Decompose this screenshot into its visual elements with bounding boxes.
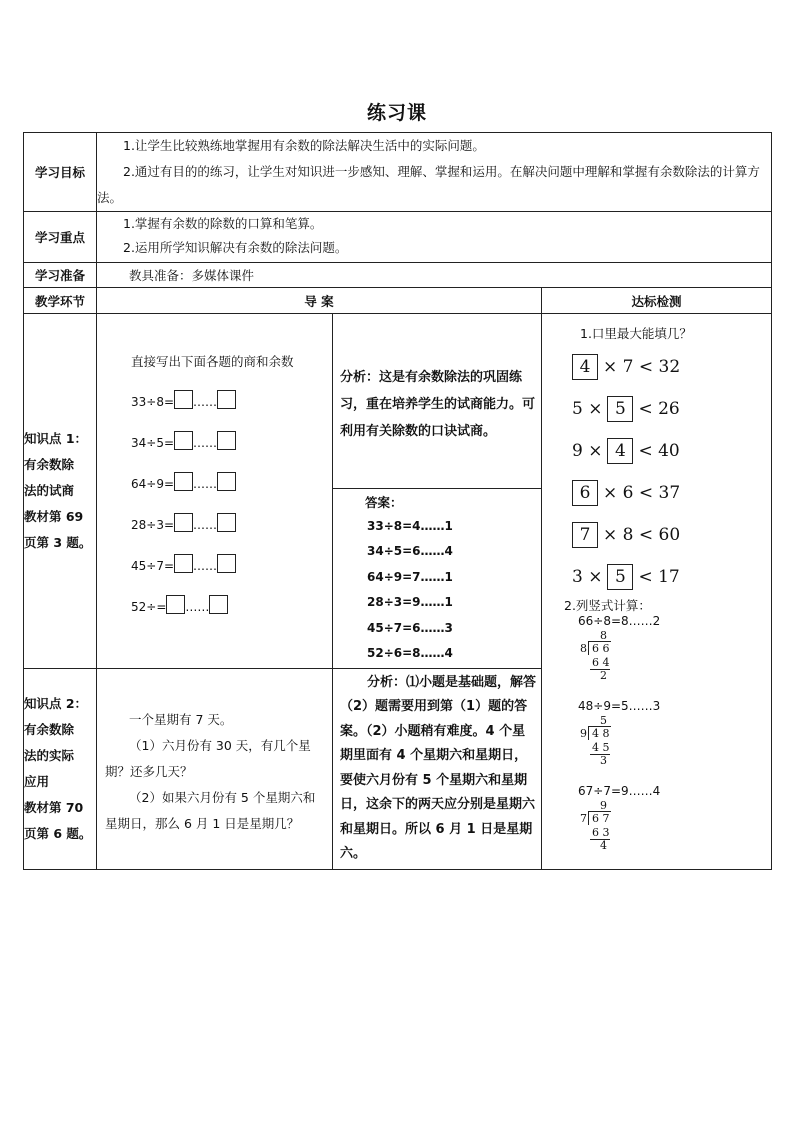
answer-box[interactable]: 4 (607, 438, 633, 464)
inequality-suffix: < 26 (638, 399, 680, 419)
answer-box[interactable]: 4 (572, 354, 598, 380)
k2-label-line: 知识点 2： (24, 695, 88, 711)
exercise-text: 52÷= (131, 600, 167, 614)
dots: …… (185, 600, 210, 614)
page-title: 练习课 (366, 102, 427, 124)
calc-remainder: 2 (600, 669, 607, 682)
calc-divisor: 9 (580, 727, 587, 740)
focus-line-2: 2.运用所学知识解决有余数的除法问题。 (123, 240, 348, 255)
k1-label-line: 法的试商 (24, 482, 75, 498)
prep-label: 学习准备 (24, 263, 97, 288)
focus-content (97, 212, 772, 263)
inequality-row (572, 388, 771, 430)
inequality-list (572, 346, 771, 598)
calc-bracket-arc (588, 641, 589, 655)
k1-exercises (97, 314, 333, 669)
focus-line-1: 1.掌握有余数的除数的口算和笔算。 (123, 216, 323, 231)
goal-line-1: 1.让学生比较熟练地掌握用有余数的除法解决生活中的实际问题。 (123, 138, 485, 153)
inequality-row (572, 346, 771, 388)
quotient-blank[interactable] (174, 554, 193, 573)
inequality-suffix: × 6 < 37 (603, 483, 681, 503)
inequality-prefix: 5 × (572, 399, 603, 419)
k1-label-line: 教材第 69 (24, 508, 84, 524)
answer-line: 34÷5=6……4 (367, 544, 453, 559)
calc-remainder: 4 (600, 839, 607, 852)
calc-quotient: 8 (600, 629, 607, 642)
answer-box[interactable]: 5 (607, 396, 633, 422)
check-column (542, 314, 772, 870)
calc-dividend: 6 7 (592, 812, 610, 825)
answer-box[interactable]: 6 (572, 480, 598, 506)
goals-content (97, 133, 772, 212)
remainder-blank[interactable] (217, 554, 236, 573)
header-stage: 教学环节 (24, 288, 97, 314)
exercise-row (131, 554, 332, 574)
quotient-blank[interactable] (174, 390, 193, 409)
answer-box[interactable]: 5 (607, 564, 633, 590)
inequality-suffix: × 8 < 60 (603, 525, 681, 545)
calc-bracket-arc (588, 726, 589, 740)
calc-divisor: 7 (580, 812, 587, 825)
quotient-blank[interactable] (166, 595, 185, 614)
vertical-calc (572, 699, 771, 784)
vertical-calc (572, 784, 771, 869)
k2-problem-line: （2）如果六月份有 5 个星期六和星期日，那么 6 月 1 日是星期几？ (105, 789, 316, 831)
inequality-prefix: 9 × (572, 441, 603, 461)
calc-equation: 67÷7=9……4 (578, 784, 661, 798)
quotient-blank[interactable] (174, 431, 193, 450)
k2-label (24, 668, 97, 869)
vertical-calc-list (572, 614, 771, 869)
answer-line: 45÷7=6……3 (367, 620, 453, 635)
vertical-calc (572, 614, 771, 699)
calc-dividend: 6 6 (592, 642, 610, 655)
check-q1: 1.口里最大能填几？ (580, 326, 692, 341)
answer-line: 64÷9=7……1 (367, 569, 453, 584)
k1-label-line: 有余数除 (24, 456, 75, 472)
check-q2: 2.列竖式计算： (564, 598, 651, 613)
exercise-row (131, 513, 332, 533)
dots: …… (193, 559, 218, 573)
calc-equation: 66÷8=8……2 (578, 614, 661, 628)
k2-analysis: 分析：⑴小题是基础题，解答（2）题需要用到第（1）题的答案。（2）小题稍有难度。4 个星期里面有 4 个星期六和星期日，要使六月份有 5 个星期六和星期日，这余下的两天应分别是星期六和星期日。所以 6 月 1 日是星期六。 (333, 668, 542, 869)
k2-label-line: 教材第 70 (24, 799, 84, 815)
inequality-suffix: < 17 (638, 567, 680, 587)
dots: …… (193, 436, 218, 450)
inequality-prefix: 3 × (572, 567, 603, 587)
quotient-blank[interactable] (174, 472, 193, 491)
goals-label: 学习目标 (24, 133, 97, 212)
inequality-row (572, 556, 771, 598)
calc-product: 4 5 (592, 741, 610, 754)
dots: …… (193, 477, 218, 491)
k1-label-line: 页第 3 题。 (24, 534, 92, 550)
exercise-text: 45÷7= (131, 559, 175, 573)
remainder-blank[interactable] (217, 472, 236, 491)
quotient-blank[interactable] (174, 513, 193, 532)
remainder-blank[interactable] (217, 513, 236, 532)
k2-problem-line: 一个星期有 7 天。 (129, 711, 233, 727)
goal-line-2: 2.通过有目的的练习，让学生对知识进一步感知、理解、掌握和运用。在解决问题中理解和掌握有余数除法的计算方法。 (97, 164, 760, 205)
calc-quotient: 5 (600, 714, 607, 727)
k1-answers (333, 488, 542, 668)
inequality-row (572, 514, 771, 556)
dots: …… (193, 518, 218, 532)
k1-label (24, 314, 97, 669)
k1-instruction: 直接写出下面各题的商和余数 (131, 354, 294, 369)
answer-label: 答案： (365, 494, 403, 510)
inequality-suffix: × 7 < 32 (603, 357, 681, 377)
focus-label: 学习重点 (24, 212, 97, 263)
exercise-text: 33÷8= (131, 395, 175, 409)
answer-box[interactable]: 7 (572, 522, 598, 548)
calc-equation: 48÷9=5……3 (578, 699, 661, 713)
k1-analysis: 分析：这是有余数除法的巩固练习，重在培养学生的试商能力。可利用有关除数的口诀试商。 (333, 314, 542, 489)
exercise-row (131, 431, 332, 451)
remainder-blank[interactable] (217, 431, 236, 450)
k2-label-line: 应用 (24, 773, 50, 789)
k2-problem-line: （1）六月份有 30 天，有几个星期？还多几天？ (105, 737, 311, 779)
inequality-row (572, 472, 771, 514)
remainder-blank[interactable] (209, 595, 228, 614)
calc-divisor: 8 (580, 642, 587, 655)
header-check: 达标检测 (542, 288, 772, 314)
dots: …… (193, 395, 218, 409)
k2-label-line: 有余数除 (24, 721, 75, 737)
exercise-text: 34÷5= (131, 436, 175, 450)
exercise-text: 28÷3= (131, 518, 175, 532)
answer-line: 28÷3=9……1 (367, 595, 453, 610)
calc-quotient: 9 (600, 799, 607, 812)
inequality-suffix: < 40 (638, 441, 680, 461)
exercise-text: 64÷9= (131, 477, 175, 491)
calc-bracket-arc (588, 811, 589, 825)
calc-dividend: 4 8 (592, 727, 610, 740)
exercise-row (131, 472, 332, 492)
prep-text: 教具准备：多媒体课件 (97, 263, 772, 288)
k2-label-line: 法的实际 (24, 747, 75, 763)
exercise-row (131, 595, 332, 615)
calc-remainder: 3 (600, 754, 607, 767)
k2-problem (97, 668, 333, 869)
inequality-row (572, 430, 771, 472)
answer-line: 52÷6=8……4 (367, 646, 453, 661)
header-guide: 导 案 (97, 288, 542, 314)
k1-label-line: 知识点 1： (24, 430, 88, 446)
exercise-row (131, 390, 332, 410)
answer-line: 33÷8=4……1 (367, 518, 453, 533)
remainder-blank[interactable] (217, 390, 236, 409)
calc-product: 6 3 (592, 826, 610, 839)
lesson-table (23, 132, 772, 870)
calc-product: 6 4 (592, 656, 610, 669)
k2-label-line: 页第 6 题。 (24, 825, 92, 841)
